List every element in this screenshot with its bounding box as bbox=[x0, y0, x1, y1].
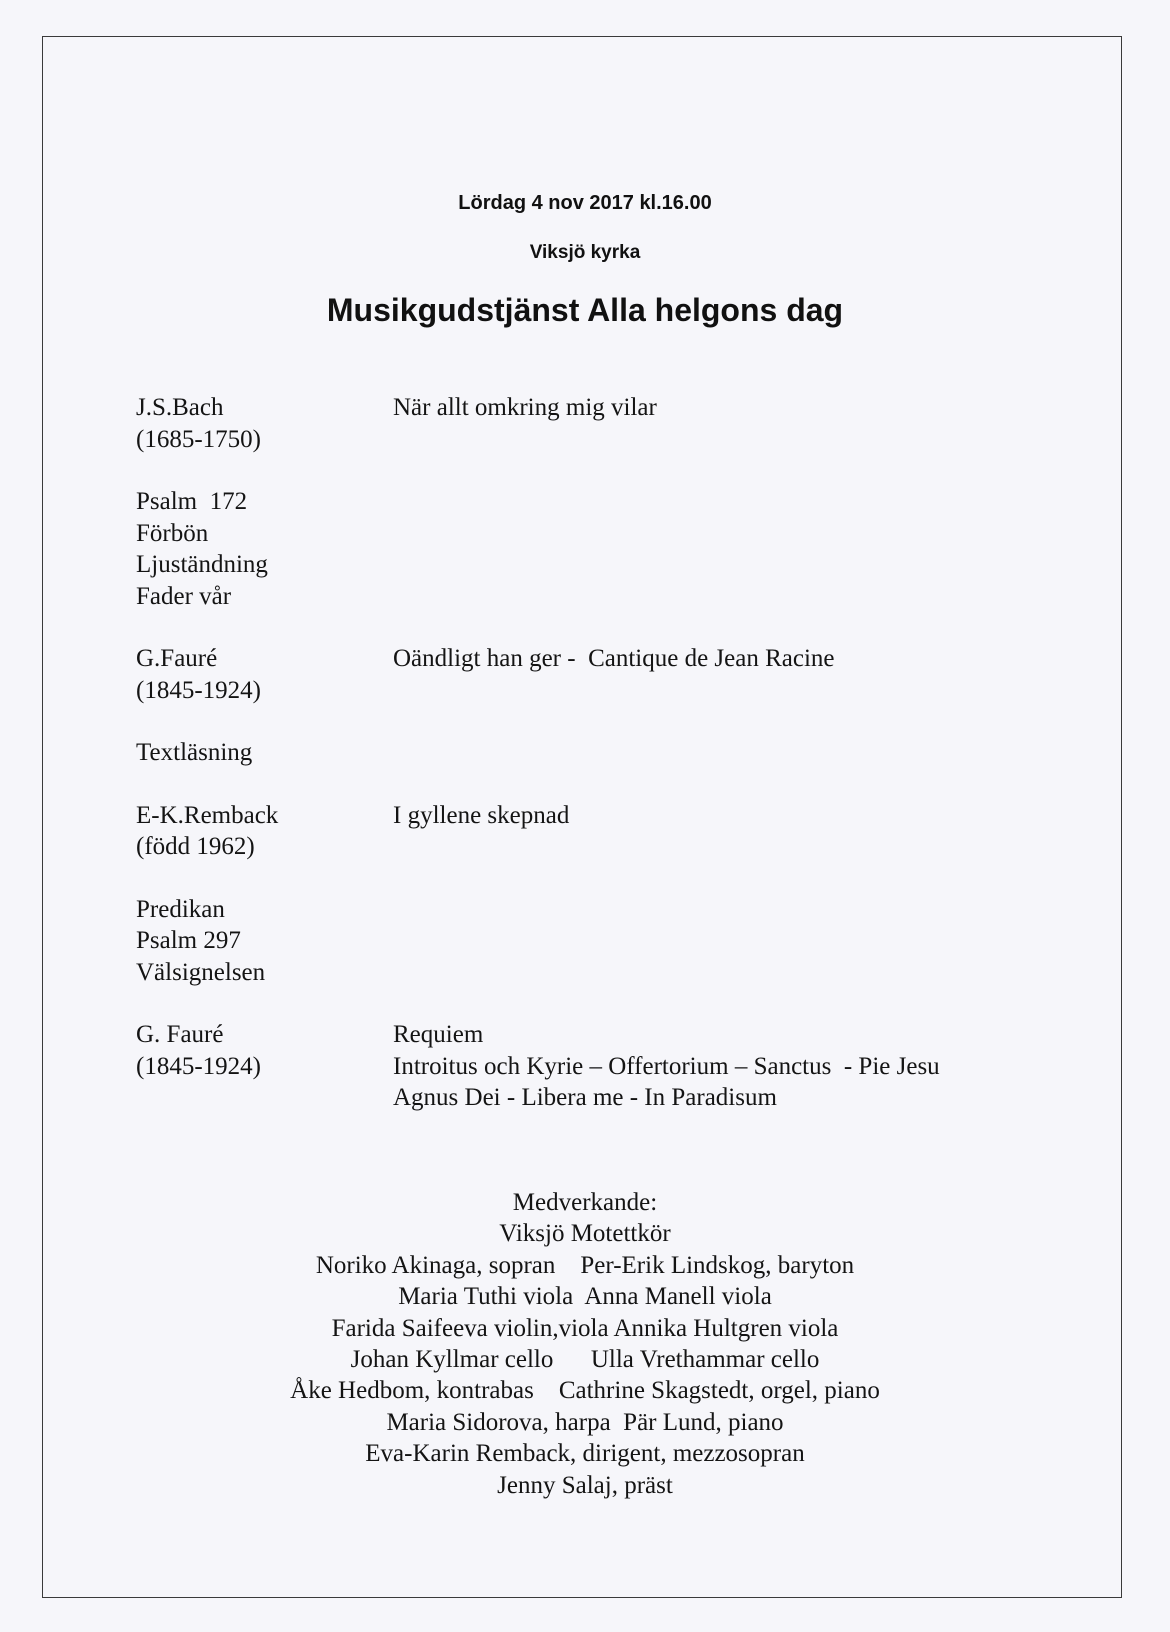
composer-name: G. Fauré bbox=[136, 1021, 224, 1048]
liturgy-item: Predikan bbox=[136, 895, 225, 923]
credit-line: Farida Saifeeva violin,viola Annika Hultgren viola bbox=[331, 1314, 839, 1342]
program-composer bbox=[136, 1019, 393, 1114]
program-work bbox=[393, 392, 1036, 455]
program-entry-faure-1 bbox=[136, 643, 1036, 706]
program-entry-bach bbox=[136, 392, 1036, 455]
composer-name: E-K.Remback bbox=[136, 801, 279, 829]
program-liturgy bbox=[136, 486, 393, 612]
work-movements: Agnus Dei - Libera me - In Paradisum bbox=[393, 1084, 777, 1111]
program-composer bbox=[136, 392, 393, 455]
program-composer bbox=[136, 800, 393, 863]
liturgy-item: Psalm 297 bbox=[136, 927, 241, 954]
credit-line: Viksjö Motettkör bbox=[499, 1220, 671, 1248]
composer-years: (född 1962) bbox=[136, 833, 255, 860]
event-date: Lördag 4 nov 2017 kl.16.00 bbox=[458, 192, 712, 214]
program-liturgy bbox=[136, 894, 393, 989]
liturgy-item: Förbön bbox=[136, 519, 209, 547]
credit-line: Jenny Salaj, präst bbox=[497, 1471, 673, 1499]
program-entry-liturgy-2 bbox=[136, 894, 1036, 989]
credits bbox=[0, 1187, 1170, 1501]
work-movements: Introitus och Kyrie – Offertorium – Sanctus - Pie Jesu bbox=[393, 1052, 940, 1080]
work-title: Requiem bbox=[393, 1021, 484, 1048]
credits-heading: Medverkande: bbox=[512, 1189, 658, 1216]
program-entry-liturgy-1 bbox=[136, 486, 1036, 612]
credit-line: Eva-Karin Remback, dirigent, mezzosopran bbox=[365, 1440, 805, 1468]
credit-line: Johan Kyllmar cello Ulla Vrethammar cello bbox=[350, 1346, 820, 1374]
liturgy-item: Psalm 172 bbox=[136, 488, 248, 515]
composer-name: G.Fauré bbox=[136, 645, 218, 672]
event-venue: Viksjö kyrka bbox=[529, 242, 641, 263]
program-work bbox=[393, 800, 1036, 863]
composer-name: J.S.Bach bbox=[136, 394, 224, 421]
program-composer bbox=[136, 643, 393, 706]
composer-years: (1845-1924) bbox=[136, 676, 261, 704]
page-title: Musikgudstjänst Alla helgons dag bbox=[326, 292, 844, 328]
program-entry-remback bbox=[136, 800, 1036, 863]
work-title: När allt omkring mig vilar bbox=[393, 394, 657, 421]
composer-years: (1685-1750) bbox=[136, 425, 261, 453]
liturgy-item: Ljuständning bbox=[136, 551, 268, 578]
program-work bbox=[393, 643, 1036, 706]
program-work bbox=[393, 1019, 1036, 1114]
credit-line: Maria Sidorova, harpa Pär Lund, piano bbox=[386, 1408, 784, 1436]
credit-line: Maria Tuthi viola Anna Manell viola bbox=[398, 1283, 772, 1311]
composer-years: (1845-1924) bbox=[136, 1052, 261, 1080]
credit-line: Noriko Akinaga, sopran Per-Erik Lindskog, baryton bbox=[315, 1251, 855, 1279]
program-entry-faure-requiem bbox=[136, 1019, 1036, 1114]
program-entry-reading bbox=[136, 737, 1036, 769]
liturgy-item: Välsignelsen bbox=[136, 958, 266, 986]
work-title: I gyllene skepnad bbox=[393, 801, 570, 829]
liturgy-item: Fader vår bbox=[136, 582, 232, 610]
program-list bbox=[136, 392, 1036, 1145]
work-title: Oändligt han ger - Cantique de Jean Racine bbox=[393, 645, 835, 672]
credit-line: Åke Hedbom, kontrabas Cathrine Skagstedt, orgel, piano bbox=[290, 1377, 880, 1405]
liturgy-item: Textläsning bbox=[136, 739, 253, 766]
program-liturgy bbox=[136, 737, 393, 769]
